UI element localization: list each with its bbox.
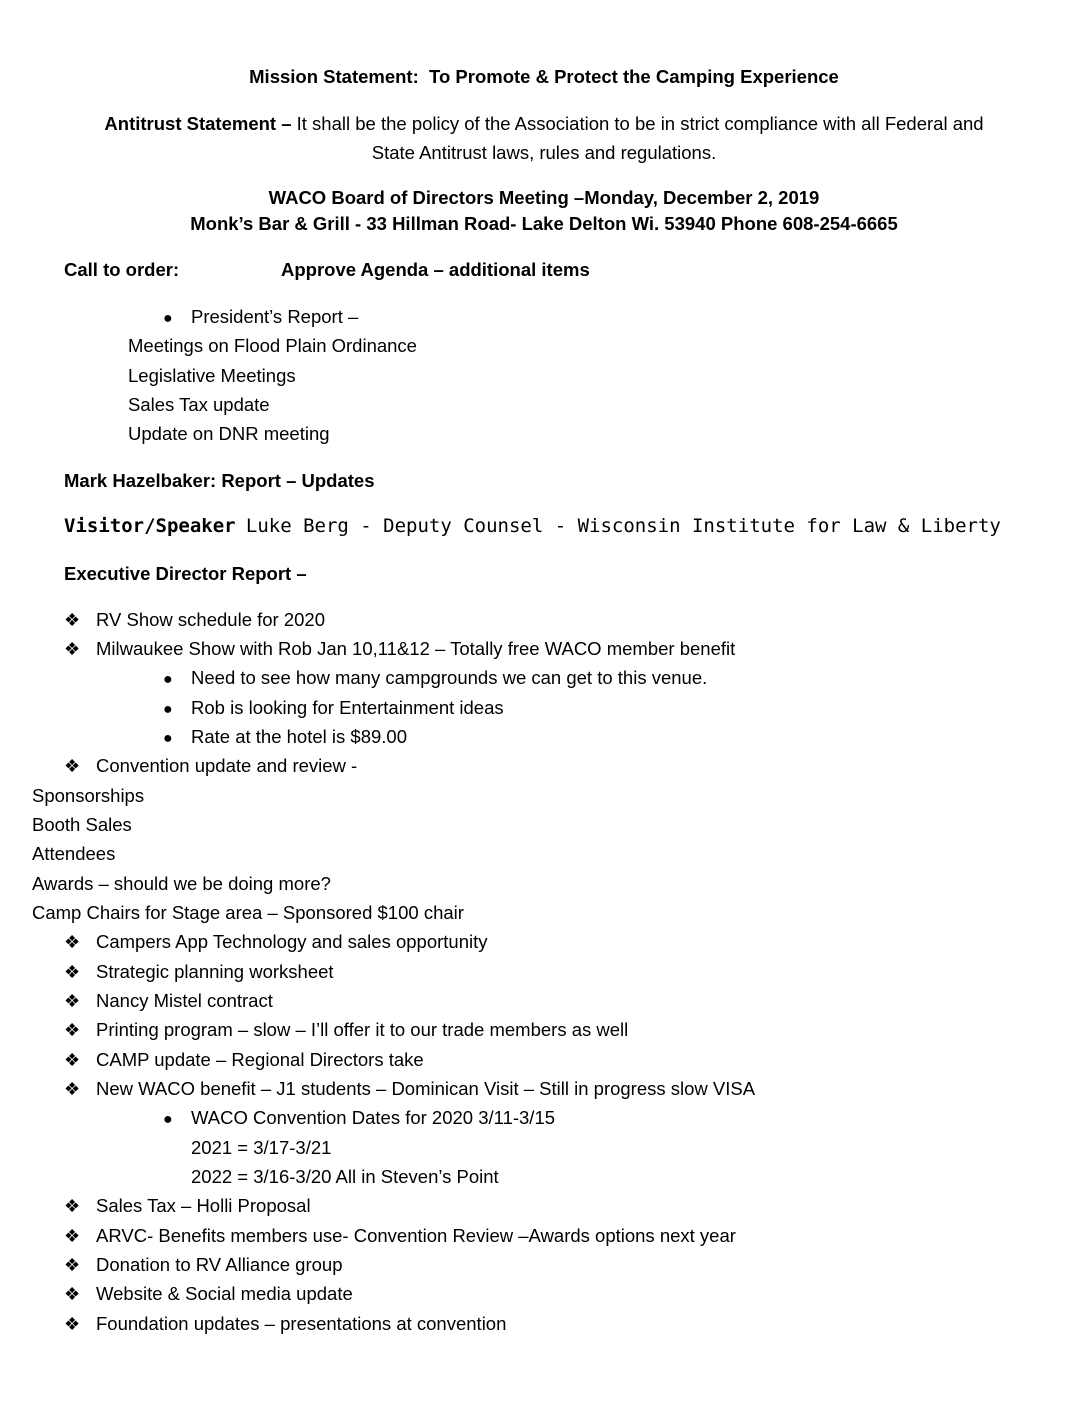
list-item — [64, 960, 334, 984]
convention-dates-line: 2022 = 3/16-3/20 All in Steven’s Point — [191, 1166, 499, 1187]
convention-dates-line: 2021 = 3/17-3/21 — [191, 1137, 332, 1158]
list-item — [64, 1282, 353, 1306]
bullet-dot-icon: ● — [163, 671, 173, 688]
call-to-order: Call to order: — [64, 259, 180, 280]
item-text: Printing program – slow – I’ll offer it to our trade members as well — [96, 1019, 629, 1040]
executive-director-report: Executive Director Report – — [64, 563, 307, 584]
list-item — [64, 930, 488, 954]
list-item — [64, 1253, 343, 1277]
item-text: Campers App Technology and sales opportunity — [96, 931, 488, 952]
sub-list-item — [163, 666, 707, 692]
item-text: Rob is looking for Entertainment ideas — [191, 697, 504, 718]
mission-label: Mission Statement: — [249, 66, 419, 87]
mission-statement — [0, 65, 1088, 89]
diamond-bullet-icon: ❖ — [64, 1284, 81, 1304]
visitor-text: Luke Berg - Deputy Counsel - Wisconsin Institute for Law & Liberty — [245, 515, 1001, 537]
sub-list-item — [163, 1106, 555, 1132]
meeting-location: Monk’s Bar & Grill - 33 Hillman Road- Lake Delton Wi. 53940 Phone 608-254-6665 — [190, 213, 898, 234]
list-item — [64, 989, 273, 1013]
list-item — [64, 608, 325, 632]
bullet-dot-icon: ● — [163, 701, 173, 718]
visitor-label: Visitor/Speaker — [64, 515, 236, 537]
convention-sub-item: Attendees — [32, 843, 116, 864]
convention-sub-item: Sponsorships — [32, 785, 145, 806]
convention-sub-item: Awards – should we be doing more? — [32, 873, 331, 894]
list-item — [64, 1048, 424, 1072]
list-item — [64, 1312, 506, 1336]
list-item — [64, 1018, 628, 1042]
list-item — [64, 1194, 311, 1218]
diamond-bullet-icon: ❖ — [64, 610, 81, 630]
presidents-report-label: President’s Report – — [191, 306, 359, 327]
diamond-bullet-icon: ❖ — [64, 1079, 81, 1099]
convention-sub-item: Camp Chairs for Stage area – Sponsored $100 chair — [32, 902, 464, 923]
item-text: New WACO benefit – J1 students – Dominican Visit – Still in progress slow VISA — [96, 1078, 756, 1099]
antitrust-text-1: It shall be the policy of the Association to be in strict compliance with all Federal and — [296, 113, 984, 134]
diamond-bullet-icon: ❖ — [64, 1255, 81, 1275]
sub-list-item — [163, 725, 407, 751]
visitor-speaker — [64, 514, 1001, 538]
diamond-bullet-icon: ❖ — [64, 1226, 81, 1246]
item-text: CAMP update – Regional Directors take — [96, 1049, 424, 1070]
item-text: Need to see how many campgrounds we can get to this venue. — [191, 667, 708, 688]
item-text: Convention update and review - — [96, 755, 358, 776]
item-text: RV Show schedule for 2020 — [96, 609, 326, 630]
diamond-bullet-icon: ❖ — [64, 962, 81, 982]
diamond-bullet-icon: ❖ — [64, 1314, 81, 1334]
antitrust-label: Antitrust Statement – — [104, 113, 292, 134]
antitrust-statement-line1 — [0, 112, 1088, 136]
item-text: Milwaukee Show with Rob Jan 10,11&12 – Totally free WACO member benefit — [96, 638, 736, 659]
diamond-bullet-icon: ❖ — [64, 1050, 81, 1070]
diamond-bullet-icon: ❖ — [64, 932, 81, 952]
diamond-bullet-icon: ❖ — [64, 639, 81, 659]
list-item — [64, 637, 735, 661]
mission-text: To Promote & Protect the Camping Experience — [429, 66, 839, 87]
item-text: ARVC- Benefits members use- Convention Review –Awards options next year — [96, 1225, 736, 1246]
item-text: WACO Convention Dates for 2020 3/11-3/15 — [191, 1107, 556, 1128]
diamond-bullet-icon: ❖ — [64, 756, 81, 776]
sub-list-item — [163, 696, 504, 722]
diamond-bullet-icon: ❖ — [64, 1196, 81, 1216]
item-text: Rate at the hotel is $89.00 — [191, 726, 407, 747]
presidents-item: Update on DNR meeting — [128, 423, 330, 444]
presidents-item: Legislative Meetings — [128, 365, 296, 386]
diamond-bullet-icon: ❖ — [64, 1020, 81, 1040]
item-text: Strategic planning worksheet — [96, 961, 334, 982]
item-text: Donation to RV Alliance group — [96, 1254, 343, 1275]
presidents-item: Sales Tax update — [128, 394, 270, 415]
item-text: Sales Tax – Holli Proposal — [96, 1195, 311, 1216]
presidents-report — [163, 305, 358, 331]
diamond-bullet-icon: ❖ — [64, 991, 81, 1011]
item-text: Foundation updates – presentations at convention — [96, 1313, 507, 1334]
list-item — [64, 754, 357, 778]
bullet-dot-icon: ● — [163, 730, 173, 747]
item-text: Nancy Mistel contract — [96, 990, 273, 1011]
bullet-dot-icon: ● — [163, 1111, 173, 1128]
antitrust-statement-line2: State Antitrust laws, rules and regulations. — [371, 142, 717, 163]
meeting-title: WACO Board of Directors Meeting –Monday, December 2, 2019 — [268, 187, 820, 208]
approve-agenda: Approve Agenda – additional items — [281, 259, 590, 280]
item-text: Website & Social media update — [96, 1283, 353, 1304]
convention-sub-item: Booth Sales — [32, 814, 132, 835]
list-item — [64, 1077, 755, 1101]
presidents-item: Meetings on Flood Plain Ordinance — [128, 335, 417, 356]
bullet-dot-icon: ● — [163, 310, 173, 327]
mark-report: Mark Hazelbaker: Report – Updates — [64, 470, 375, 491]
list-item — [64, 1224, 736, 1248]
